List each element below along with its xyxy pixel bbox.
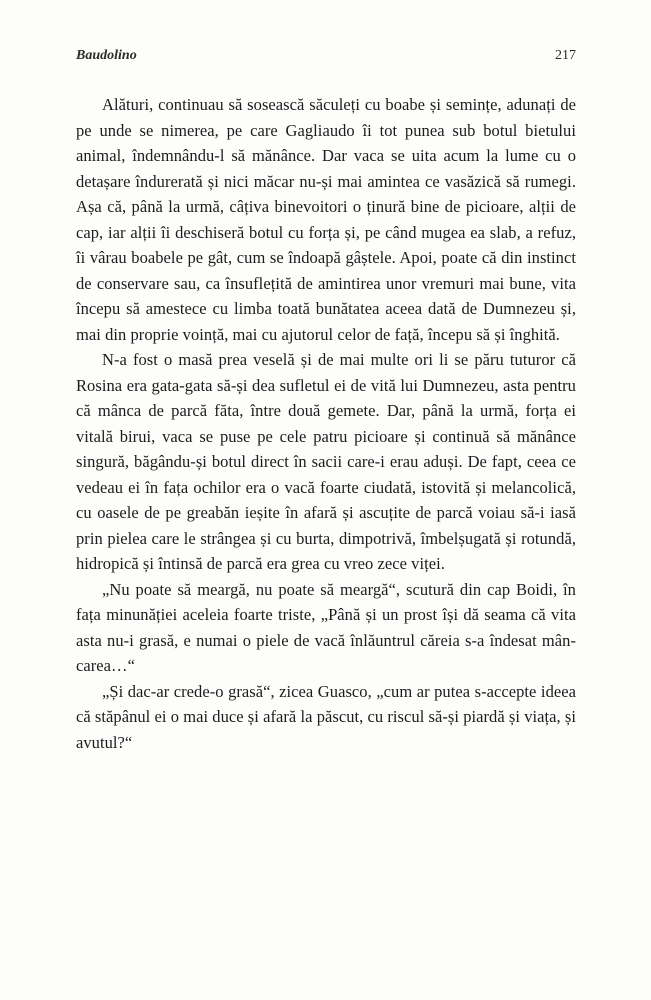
paragraph-2: N-a fost o masă prea veselă și de mai multe ori li se păru tuturor că Rosina era gata-gata să-și dea sufletul ei de vită lui Dumnezeu, asta pentru că mânca de parcă făta, între două gemete. Dar, până la urmă, forța ei vitală birui, vaca se puse pe cele patru picioare și continuă să mănânce singură, băgându-și botul direct în sacii care-i erau aduși. De fapt, ceea ce vedeau ei în fața ochilor era o vacă foarte ciudată, istovită și melancolică, cu oasele de pe greabăn ieșite în afară și ascuțite de parcă voiau să-i iasă prin pielea care le strângea și cu burta, dimpotrivă, îmbelșugată și rotundă, hidropică și întinsă de parcă era grea cu vreo zece viței. [76,350,576,573]
body-text [76,92,576,755]
paragraph-1: Alături, continuau să sosească săculeți cu boabe și semințe, adunați de pe unde se nimerea, pe care Gagliaudo îi tot punea sub botul bietului animal, îndemnându-l să mănânce. Dar vaca se uita acum la lume cu o detașare îndurerată și nici măcar nu-și mai amintea ce vasăzică să rumegi. Așa că, până la urmă, câțiva binevoitori o ținură bine de picioare, alții de cap, iar alții îi deschiseră botul cu forța și, pe când mugea ea slab, a refuz, îi vârau boabele pe gât, cum se îndoapă gâștele. Apoi, poate că din instinct de conservare sau, ca însuflețită de amintirea unor vremuri mai bune, vita începu să amestece cu limba toată bunătatea aceea dată de Dumnezeu și, mai din proprie voință, mai cu ajutorul celor de față, începu să și înghită. [76,95,576,344]
page-number: 217 [555,48,576,63]
running-title: Baudolino [76,48,137,63]
paragraph-4: „Și dac-ar crede-o grasă“, zicea Guasco, „cum ar putea s-accepte ideea că stăpânul ei o mai duce și afară la păscut, cu riscul să-și piardă și viața, și avutul?“ [76,681,576,752]
paragraph-3: „Nu poate să meargă, nu poate să meargă“, scutură din cap Boidi, în fața minunăției aceleia foarte triste, „Până și un prost își dă seama că vita asta nu-i grasă, e numai o piele de vacă înlăuntrul căreia s-a îndesat mâncarea…“ [76,579,576,675]
running-head [76,48,576,68]
